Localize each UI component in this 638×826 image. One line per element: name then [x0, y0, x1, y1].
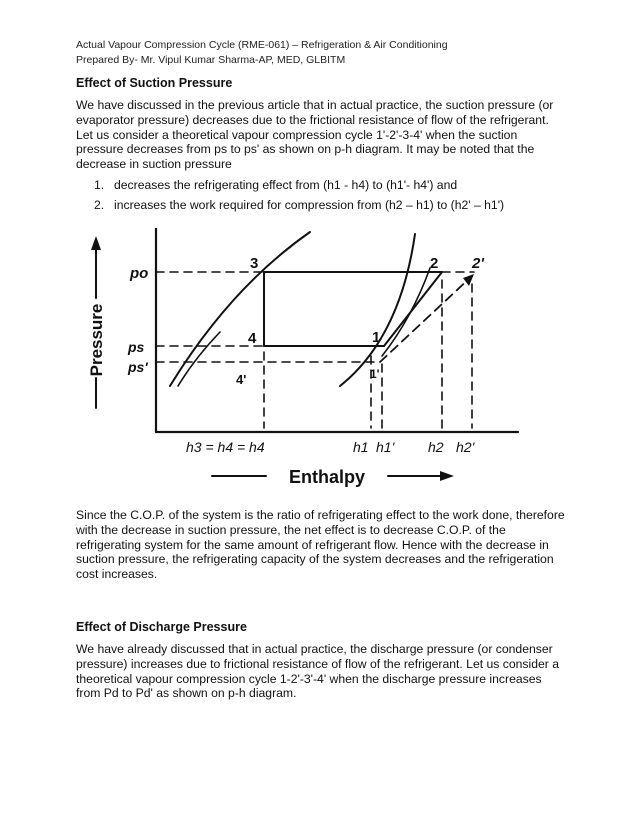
x-axis-label: Enthalpy [288, 467, 366, 487]
compression-line-1-2 [384, 272, 442, 346]
pressure-label-ps: ps [128, 339, 145, 355]
point-label-3: 3 [250, 255, 259, 272]
liquid-line-stroke [178, 332, 220, 386]
list-item [94, 178, 564, 193]
y-axis-label: Pressure [87, 303, 106, 377]
point-label-4: 4 [248, 330, 257, 347]
enthalpy-arrow-head [440, 471, 454, 481]
compression-dashed-1p-2p [380, 276, 472, 362]
point-label-4-prime: 4' [236, 372, 247, 387]
enthalpy-label-h1-prime: h1' [376, 439, 395, 455]
page-header [76, 38, 576, 68]
point-label-2-prime: 2' [472, 255, 484, 272]
ph-diagram [70, 228, 550, 500]
effects-list [94, 178, 564, 218]
paragraph-suction-intro: We have discussed in the previous article that in actual practice, the suction pressure (or evaporator pressure) decreases due to the frictional resistance of flow of the refrigerant. Let us consider a theoretical vapour compression cycle 1'-2'-3-4' when the suction pressure decreases from ps to ps' as shown on p-h diagram. It may be noted that the decrease in suction pressure [76, 98, 554, 172]
header-author: Prepared By- Mr. Vipul Kumar Sharma-AP, MED, GLBITM [76, 54, 346, 66]
list-item-text: increases the work required for compression from (h2 – h1) to (h2' – h1') [114, 197, 505, 212]
paragraph-suction-conclusion: Since the C.O.P. of the system is the ratio of refrigerating effect to the work done, therefore with the decrease in suction pressure, the net effect is to decrease C.O.P. of the refrigerating system for the same amount of refrigerant flow. Hence with the decrease in suction pressure, the refrigerating capacity of the system decreases and the refrigeration cost increases. [76, 508, 565, 582]
point-label-1-prime: 1' [370, 367, 380, 381]
point-label-1: 1 [372, 329, 381, 346]
list-item [94, 198, 564, 213]
section-heading-suction: Effect of Suction Pressure [76, 76, 233, 90]
enthalpy-label-h3-h4: h3 = h4 = h4 [186, 439, 265, 455]
header-course-title: Actual Vapour Compression Cycle (RME-061) – Refrigeration & Air Conditioning [76, 39, 448, 51]
paragraph-discharge-intro: We have already discussed that in actual practice, the discharge pressure (or condenser pressure) increases due to frictional resistance of flow of the refrigerant. Let us consider a theoretical vapour compression cycle 1-2'-3'-4' when the discharge pressure increases from Pd to Pd' as shown on p-h diagram. [76, 642, 560, 701]
enthalpy-label-h2-prime: h2' [456, 439, 475, 455]
list-item-number: 2. [94, 197, 105, 212]
section-heading-discharge: Effect of Discharge Pressure [76, 620, 247, 634]
pressure-label-po: po [130, 265, 149, 282]
saturated-vapour-line [340, 234, 415, 386]
enthalpy-label-h1: h1 [353, 439, 369, 455]
list-item-number: 1. [94, 178, 105, 192]
enthalpy-label-h2: h2 [428, 439, 444, 455]
list-item-text: decreases the refrigerating effect from (h1 - h4) to (h1'- h4') and [114, 178, 458, 192]
pressure-label-ps-prime: ps' [128, 359, 148, 375]
point-label-2: 2 [430, 255, 439, 272]
pressure-arrow-head [91, 236, 101, 250]
saturated-liquid-line [170, 232, 310, 386]
